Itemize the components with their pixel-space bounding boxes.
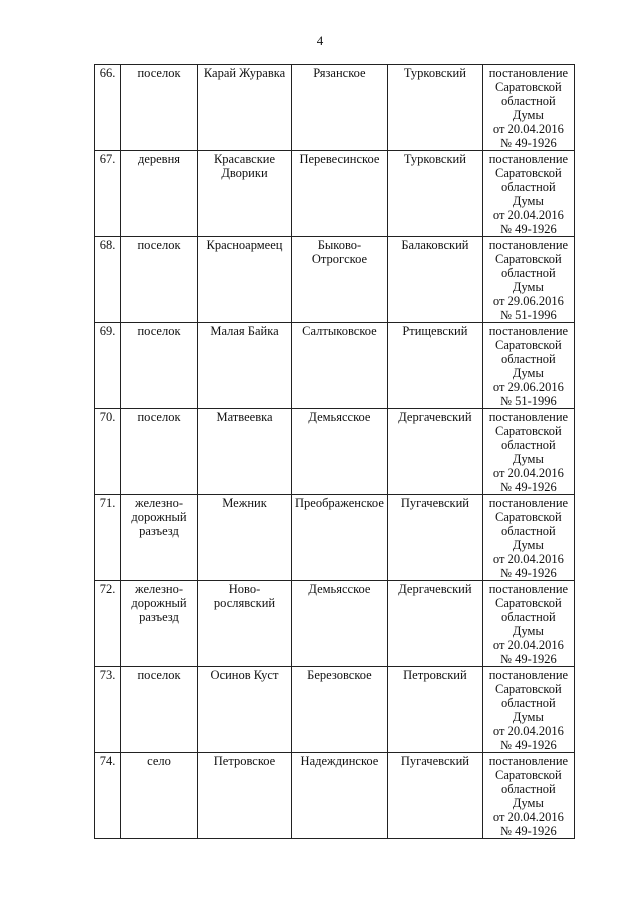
settlement-type-cell: железно- дорожный разъезд (121, 495, 198, 581)
legal-basis-cell: постановление Саратовской областной Думы от 20.04.2016 № 49-1926 (482, 409, 574, 495)
legal-basis-cell: постановление Саратовской областной Думы от 20.04.2016 № 49-1926 (482, 65, 574, 151)
district-cell: Балаковский (387, 237, 482, 323)
table-body (95, 65, 575, 839)
settlement-type-cell: железно- дорожный разъезд (121, 581, 198, 667)
table-row (95, 581, 575, 667)
table-row (95, 667, 575, 753)
row-number-cell: 71. (95, 495, 121, 581)
table-row (95, 65, 575, 151)
settlement-name-cell: Красноармеец (198, 237, 292, 323)
table-row (95, 409, 575, 495)
settlement-name-cell: Петровское (198, 753, 292, 839)
settlement-type-cell: поселок (121, 323, 198, 409)
row-number-cell: 70. (95, 409, 121, 495)
municipality-cell: Демьясское (292, 581, 388, 667)
municipality-cell: Демьясское (292, 409, 388, 495)
settlement-name-cell: Осинов Куст (198, 667, 292, 753)
district-cell: Пугачевский (387, 495, 482, 581)
municipality-cell: Преображенское (292, 495, 388, 581)
legal-basis-cell: постановление Саратовской областной Думы от 20.04.2016 № 49-1926 (482, 667, 574, 753)
legal-basis-cell: постановление Саратовской областной Думы от 20.04.2016 № 49-1926 (482, 753, 574, 839)
settlement-name-cell: Малая Байка (198, 323, 292, 409)
row-number-cell: 74. (95, 753, 121, 839)
settlement-type-cell: поселок (121, 409, 198, 495)
legal-basis-cell: постановление Саратовской областной Думы от 29.06.2016 № 51-1996 (482, 323, 574, 409)
settlement-type-cell: село (121, 753, 198, 839)
municipality-cell: Салтыковское (292, 323, 388, 409)
settlement-type-cell: деревня (121, 151, 198, 237)
page-number: 4 (316, 33, 324, 48)
district-cell: Турковский (387, 65, 482, 151)
municipality-cell: Надеждинское (292, 753, 388, 839)
row-number-cell: 68. (95, 237, 121, 323)
legal-basis-cell: постановление Саратовской областной Думы от 20.04.2016 № 49-1926 (482, 151, 574, 237)
table-row (95, 495, 575, 581)
row-number-cell: 66. (95, 65, 121, 151)
row-number-cell: 67. (95, 151, 121, 237)
settlement-type-cell: поселок (121, 65, 198, 151)
district-cell: Ртищевский (387, 323, 482, 409)
row-number-cell: 69. (95, 323, 121, 409)
district-cell: Дергачевский (387, 581, 482, 667)
district-cell: Пугачевский (387, 753, 482, 839)
municipality-cell: Перевесинское (292, 151, 388, 237)
legal-basis-cell: постановление Саратовской областной Думы от 29.06.2016 № 51-1996 (482, 237, 574, 323)
settlement-name-cell: Карай Журавка (198, 65, 292, 151)
municipality-cell: Рязанское (292, 65, 388, 151)
settlement-name-cell: Матвеевка (198, 409, 292, 495)
table-row (95, 237, 575, 323)
district-cell: Турковский (387, 151, 482, 237)
municipality-cell: Быково- Отрогское (292, 237, 388, 323)
district-cell: Петровский (387, 667, 482, 753)
legal-basis-cell: постановление Саратовской областной Думы от 20.04.2016 № 49-1926 (482, 495, 574, 581)
table-row (95, 753, 575, 839)
table-row (95, 151, 575, 237)
district-cell: Дергачевский (387, 409, 482, 495)
settlement-name-cell: Ново- рослявский (198, 581, 292, 667)
settlement-name-cell: Межник (198, 495, 292, 581)
table-row (95, 323, 575, 409)
municipality-cell: Березовское (292, 667, 388, 753)
legal-basis-cell: постановление Саратовской областной Думы от 20.04.2016 № 49-1926 (482, 581, 574, 667)
row-number-cell: 73. (95, 667, 121, 753)
settlements-table (94, 64, 575, 839)
row-number-cell: 72. (95, 581, 121, 667)
settlement-type-cell: поселок (121, 237, 198, 323)
settlement-name-cell: Красавские Дворики (198, 151, 292, 237)
settlement-type-cell: поселок (121, 667, 198, 753)
